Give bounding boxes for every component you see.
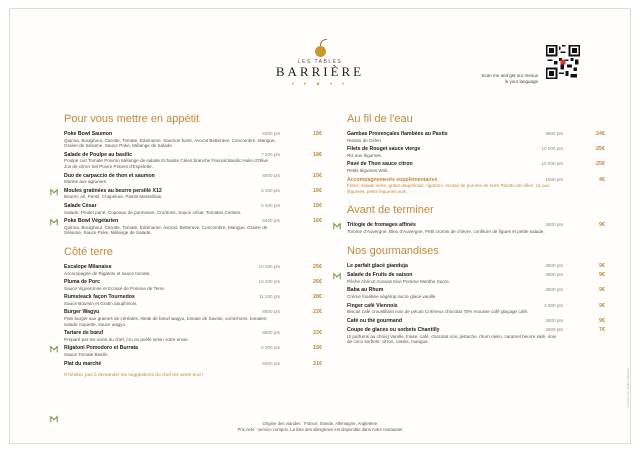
dish-points: 6 000 pts — [261, 345, 280, 351]
dish-points: 3600 pts — [545, 317, 563, 323]
dish-points: 10 400 pts — [258, 279, 280, 285]
dish-points: 6400 pts — [262, 131, 280, 136]
dish-price: 16€ — [313, 131, 322, 137]
dish-price: 7€ — [599, 327, 605, 334]
menu-item — [64, 294, 322, 306]
dish-description: Risotto de Céleri. — [347, 137, 383, 143]
dish-name: Le parfait glacé gianduja — [347, 262, 408, 269]
dish-points: 8800 pts — [262, 330, 280, 336]
menu-section — [64, 113, 322, 236]
dish-points: 2800 pts — [545, 327, 563, 333]
dish-points: 3600 pts — [545, 287, 563, 293]
menu-item — [347, 318, 605, 325]
dish-description: Biscuit café croustillant noix de pécan Crémeux chocolat 70% mousse café glaçage café. — [347, 309, 529, 315]
dish-price: 22€ — [313, 330, 322, 337]
dish-points: 7 200 pts — [261, 151, 280, 157]
dish-name: Salade de Poulpe au basilic — [64, 151, 133, 158]
dish-price: 22€ — [313, 309, 322, 316]
left-column — [64, 113, 322, 378]
dish-points: 8400 pts — [262, 360, 280, 366]
dish-name: Rigatoni Pomodoro et Burrata — [64, 345, 139, 352]
dish-description: Préparé par les soins du chef, cru ou poêlé selon votre envie. — [64, 336, 189, 342]
logo-brand: BARRIÈRE — [275, 64, 365, 79]
menu-item — [347, 263, 605, 270]
dish-price: 26€ — [313, 279, 322, 286]
dish-points: 3 600 pts — [544, 302, 563, 308]
footer — [10, 421, 630, 432]
dish-description: Beurre, Ail, Persil, Chapelure, Pastis Marseillais. — [64, 194, 163, 200]
dish-description: Tomme d'Auvergne, Bleu d'Auvergne, Petit cromin de chèvre, confiture de figues et petite salade. — [347, 228, 545, 234]
dish-description: Sauce Boursin et Gratin dauphinois. — [64, 300, 138, 306]
dish-points: 10 000 pts — [258, 263, 280, 269]
dish-description: Petits légumes Wok. — [347, 167, 389, 173]
footer-prices: Prix nets - service compris. La liste des allergènes est disponible dans notre restaurant — [237, 426, 403, 432]
menu-section — [347, 113, 605, 194]
dish-points: 6000 pts — [262, 172, 280, 178]
section-title: Nos gourmandises — [347, 244, 439, 257]
dish-price: 9€ — [599, 272, 605, 279]
dish-name: Salade de Fruits de saison — [347, 272, 413, 279]
qr-code-icon[interactable] — [546, 45, 580, 79]
dish-name: Escalope Milanaise — [64, 263, 112, 270]
dish-price: 16€ — [313, 202, 322, 209]
logo-ornament: • • ✦ • • — [291, 82, 349, 88]
menu-item — [64, 309, 322, 327]
menu-item — [64, 173, 322, 185]
menu-item — [64, 131, 322, 149]
dish-points: 6 400 pts — [261, 202, 280, 208]
dish-name: Plat du marché — [64, 360, 102, 367]
menu-item — [347, 222, 605, 234]
menu-item — [347, 303, 605, 315]
menu-item — [64, 345, 322, 357]
vegetarian-icon — [50, 218, 58, 226]
dish-name: Duo de carpaccio de thon et saumon — [64, 172, 155, 179]
dish-name: Moules gratinées au beurre persillé X12 — [64, 187, 162, 194]
dish-points: 10 000 pts — [541, 161, 563, 167]
dish-points: 8800 pts — [262, 309, 280, 315]
menu-section — [347, 204, 605, 234]
dish-description: Pain burger aux graines de céréales, steak de bœuf wagyu, tomate de Savoie, cornichons, tomates, salade roquette, sauce wagyu. — [64, 316, 268, 327]
menu-item — [64, 188, 322, 200]
dish-points: 10 000 pts — [541, 146, 563, 152]
dish-price: 9€ — [599, 302, 605, 309]
footer-origin: Origine des viandes : France, Irlande, Allemagne, Angleterre — [262, 421, 378, 426]
dish-points: 3600 pts — [545, 262, 563, 268]
dish-name: Poke Bowl Végétarien — [64, 218, 119, 225]
dish-description: Sauce Tomate Basilic — [64, 352, 108, 358]
dish-description: Accompagné de Rigatoni et sauce tomate. — [64, 270, 151, 276]
chef-note: N'hésitez pas à demander les suggestions du chef les week-end ! — [64, 373, 204, 379]
dish-name: Pluma de Porc — [64, 279, 101, 286]
dish-description: (2 parfums au choix) Vanille, fraise, café, chocolat noir, pistache, rhum raisin, caramel beurre salé, noix de coco sorbets: citron, cassis, mangue. — [347, 333, 557, 345]
menu-item — [64, 330, 322, 342]
dish-price: 28€ — [313, 294, 322, 301]
dish-price: 16€ — [313, 218, 322, 225]
section-title: Avant de terminer — [347, 204, 434, 217]
menu-item — [347, 272, 605, 284]
dish-name: Poke Bowl Saumon — [64, 131, 113, 137]
dish-points: 6 400 pts — [261, 187, 280, 193]
menu-item — [347, 161, 605, 173]
menu-section — [347, 245, 605, 346]
section-title: Côté terre — [64, 245, 113, 258]
dish-price: 25€ — [596, 146, 605, 153]
dish-name: Trilogie de fromages affinés — [347, 222, 416, 229]
menu-section — [64, 246, 322, 367]
logo-subtitle: LES TABLES — [297, 59, 343, 65]
menu-page — [9, 8, 631, 444]
right-column — [347, 113, 605, 348]
dish-description: Frites, salade verte, gratin dauphinois, rigatroni, écrasé de pomme de terre Risotto de céleri, riz aux légumes, petits légumes wok — [347, 183, 550, 194]
dish-price: 21€ — [313, 360, 322, 367]
vegetarian-icon — [333, 272, 341, 280]
vegetarian-icon — [50, 345, 58, 353]
dish-description: Riz aux légumes. — [347, 152, 383, 158]
dish-name: Coupe de glaces ou sorbets Chantilly — [347, 327, 440, 334]
cherry-icon — [312, 39, 328, 57]
menu-item — [347, 287, 605, 299]
dish-price: 25€ — [596, 161, 605, 168]
dish-points: 11 200 pts — [258, 294, 280, 300]
menu-item — [347, 131, 605, 143]
dish-price: 15€ — [313, 172, 322, 179]
dish-points: 9600 pts — [545, 131, 563, 136]
vegetarian-icon — [50, 188, 58, 196]
dish-name: Rumsteack façon Tournedos — [64, 294, 135, 301]
menu-item — [347, 177, 605, 195]
dish-name: Burger Wagyu — [64, 309, 100, 316]
dish-name: Baba au Rhum — [347, 287, 384, 294]
menu-item — [347, 327, 605, 345]
dish-description: Crème fouettée végétop sucre glace vanille — [347, 293, 436, 299]
menu-item — [64, 264, 322, 276]
menu-item — [64, 361, 322, 368]
dish-name: Tartare de bœuf — [64, 330, 104, 337]
dish-description: Sauce Vigneronne et Ecrasé de Pomme de Terre. — [64, 285, 166, 291]
dish-price: 9€ — [599, 287, 605, 294]
dish-description: Quinoa, Boulghour, Carotte, Tomate, Edamame, Saumon fumé, Avocat Betterave, Concombre, Mangue, Graine de Sésame, Sauce Poke, Mélange de Salade. — [64, 137, 276, 149]
menu-item — [64, 279, 322, 291]
dish-price: 18€ — [313, 151, 322, 158]
dish-name: Filets de Rouget sauce vierge — [347, 146, 421, 153]
menu-item — [64, 152, 322, 170]
dish-points: 3600 pts — [545, 272, 563, 278]
dish-points: 1600 pts — [545, 176, 563, 182]
menu-item — [64, 218, 322, 236]
dish-description: Quinoa, Boulghour, Carotte, Tomate, Edamame, Avocat, Betterave, Concombre, Mangue, Graine de Sésame, Sauce Poke, Mélange de Salade. — [64, 224, 268, 236]
dish-name: Salade César — [64, 202, 97, 209]
dish-price: 9€ — [599, 262, 605, 269]
section-title: Au fil de l'eau — [347, 113, 413, 125]
dish-points: 3600 pts — [545, 222, 563, 228]
vegetarian-icon — [333, 222, 341, 230]
dish-description: Salade, Poulet pané, Copeaux de parmesan, Croûtons, Sauce césar, Tomates Cerises. — [64, 209, 242, 215]
dish-description: Mariné aux agrumes. — [64, 179, 108, 185]
dish-price: 9€ — [599, 317, 605, 324]
dish-description: Pêche Abricot Ananas Kiwi Pomme Menthe Sucre. — [347, 278, 450, 284]
dish-name: Pavé de Thon sauce citron — [347, 161, 413, 168]
dish-price: 4€ — [599, 176, 605, 183]
dish-points: 6400 pts — [262, 218, 280, 224]
menu-item — [64, 203, 322, 215]
dish-price: 24€ — [596, 131, 605, 137]
printer-credit: Imprimé par l'Éditeur Barrière — [626, 367, 630, 407]
dish-name: Accompagnements supplémentaires — [347, 176, 438, 183]
dish-price: 25€ — [313, 263, 322, 270]
dish-description: Poulpe cuit Tomate Poivron Mélange de salade Echalote Céleri branche Fenouil Basilic Huile d'Olive Jus de citron Sel Poivre Piment d'Espelette. — [64, 158, 269, 169]
dish-name: Gambas Provençales flambées au Pastis — [347, 131, 448, 137]
dish-name: Finger café Viennois — [347, 302, 398, 309]
menu-item — [347, 146, 605, 158]
dish-name: Café ou thé gourmand — [347, 317, 403, 324]
section-title: Pour vous mettre en appétit — [64, 113, 200, 125]
qr-caption: Scan me and get our menus in your language — [481, 73, 538, 84]
dish-price: 15€ — [313, 345, 322, 352]
dish-price: 9€ — [599, 222, 605, 229]
dish-price: 16€ — [313, 187, 322, 194]
